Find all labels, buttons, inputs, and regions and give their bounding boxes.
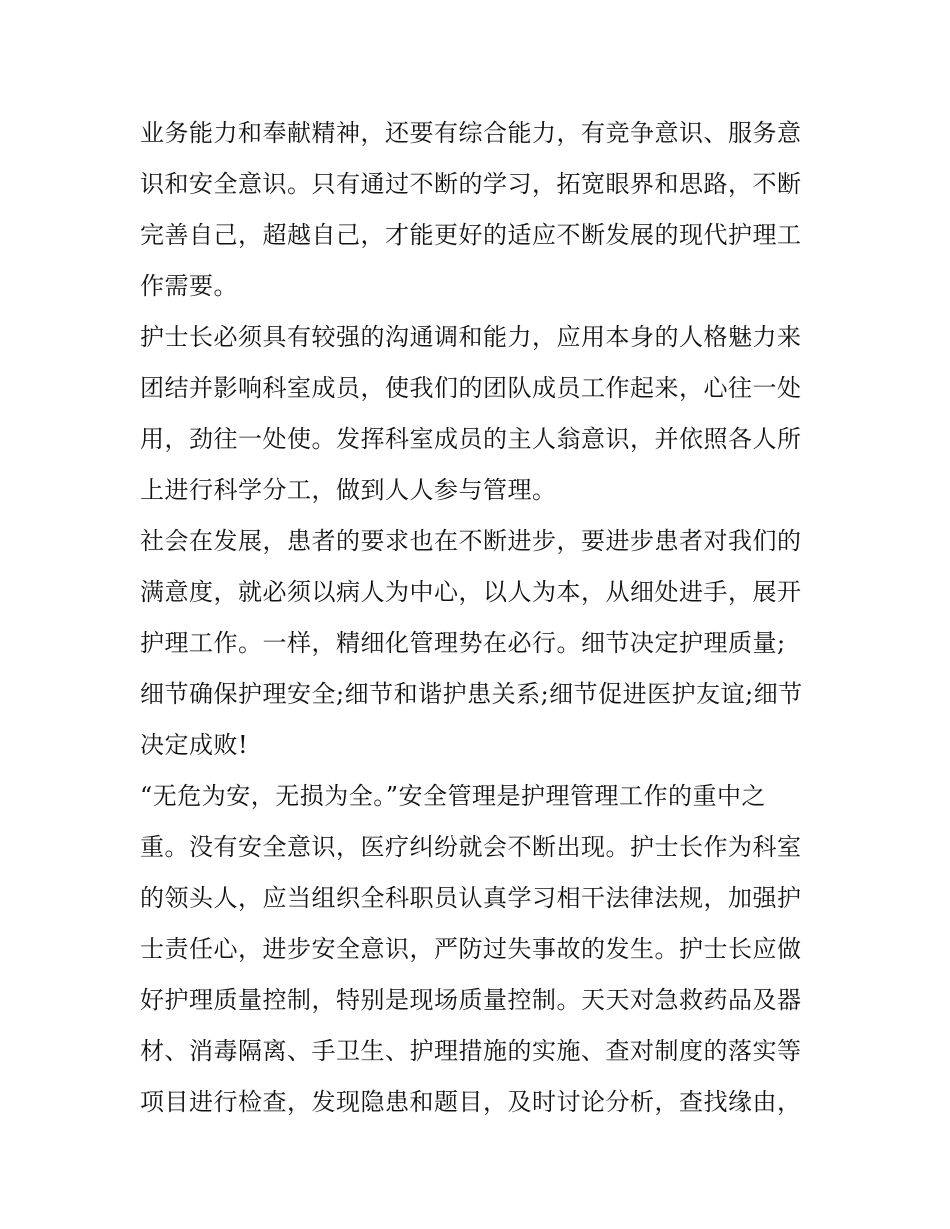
text-line: 作需要。	[140, 272, 238, 300]
paragraph-4	[140, 771, 820, 1128]
text-line: 用，劲往一处使。发挥科室成员的主人翁意识，并依照各人所	[140, 425, 802, 453]
paragraph-3	[140, 516, 820, 771]
text-line: 决定成败!	[140, 731, 249, 759]
text-line: 业务能力和奉献精神，还要有综合能力，有竞争意识、服务意	[140, 119, 802, 147]
paragraph-2	[140, 312, 820, 516]
text-line: 护理工作。一样，精细化管理势在必行。细节决定护理质量;	[140, 629, 786, 657]
text-line: 项目进行检查，发现隐患和题目，及时讨论分析，查找缘由，	[140, 1088, 802, 1116]
text-line: 好护理质量控制，特别是现场质量控制。天天对急救药品及器	[140, 986, 802, 1014]
text-line: 士责任心，进步安全意识，严防过失事故的发生。护士长应做	[140, 935, 802, 963]
text-line: 护士长必须具有较强的沟通调和能力，应用本身的人格魅力来	[140, 323, 802, 351]
text-line: 重。没有安全意识，医疗纠纷就会不断出现。护士长作为科室	[140, 833, 802, 861]
text-line: “无危为安，无损为全。”安全管理是护理管理工作的重中之	[140, 782, 767, 810]
text-line: 社会在发展，患者的要求也在不断进步，要进步患者对我们的	[140, 527, 802, 555]
document-body	[140, 108, 820, 1128]
text-line: 上进行科学分工，做到人人参与管理。	[140, 476, 557, 504]
text-line: 的领头人，应当组织全科职员认真学习相干法律法规，加强护	[140, 884, 802, 912]
text-line: 材、消毒隔离、手卫生、护理措施的实施、查对制度的落实等	[140, 1037, 802, 1065]
text-line: 识和安全意识。只有通过不断的学习，拓宽眼界和思路，不断	[140, 170, 802, 198]
text-line: 团结并影响科室成员，使我们的团队成员工作起来，心往一处	[140, 374, 802, 402]
text-line: 细节确保护理安全;细节和谐护患关系;细节促进医护友谊;细节	[140, 680, 803, 708]
text-line: 完善自己，超越自己，才能更好的适应不断发展的现代护理工	[140, 221, 802, 249]
paragraph-1	[140, 108, 820, 312]
text-line: 满意度，就必须以病人为中心，以人为本，从细处进手，展开	[140, 578, 802, 606]
